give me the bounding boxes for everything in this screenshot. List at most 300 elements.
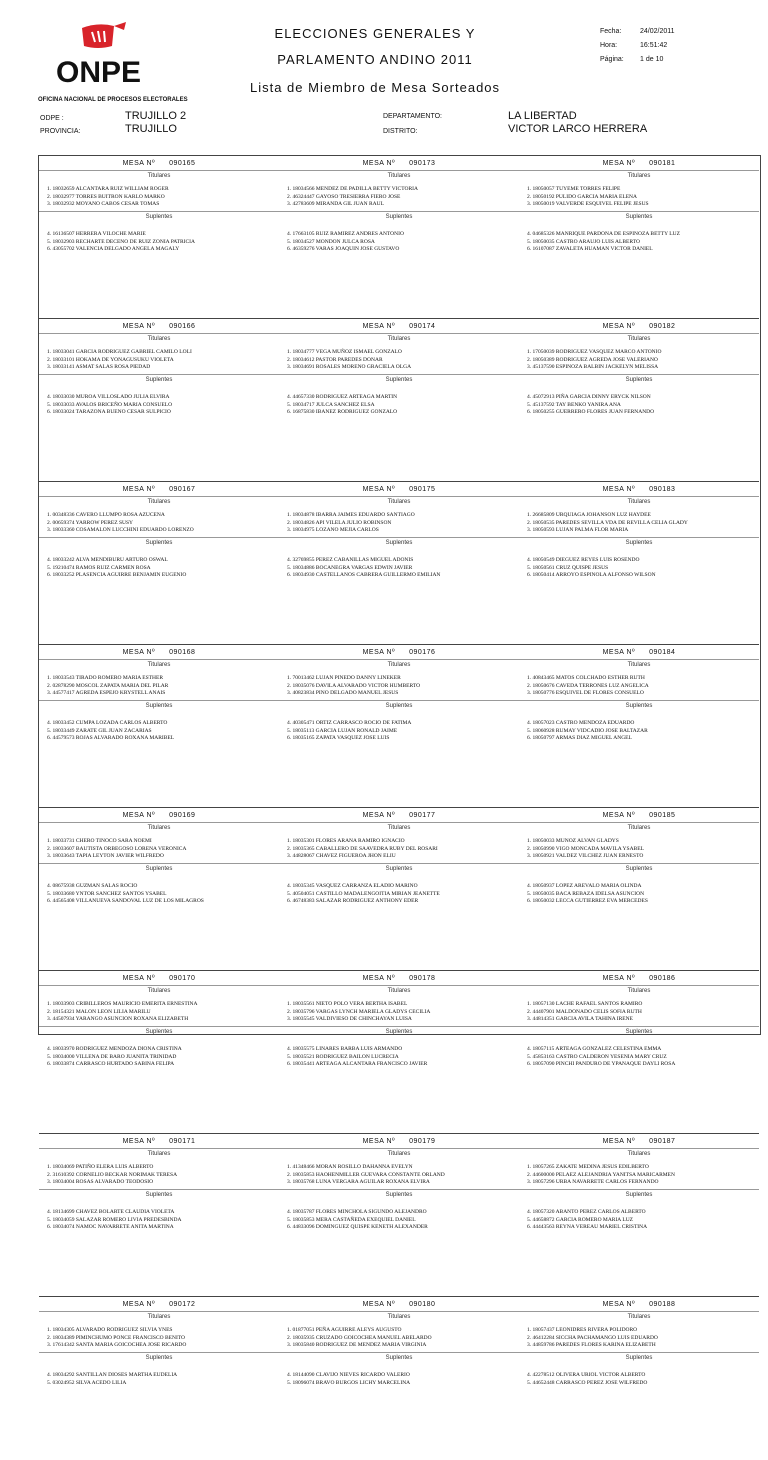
divider <box>279 985 519 986</box>
divider <box>519 863 759 864</box>
block-divider <box>39 807 279 808</box>
block-divider <box>279 807 519 808</box>
list-item: 2. 46324447 GAYOSO TRESIERRA FIERO JOSE <box>287 193 401 200</box>
list-item: 4. 18050549 DIEGUEZ REYES LUIS ROSENDO <box>527 557 640 563</box>
mesa-header <box>39 812 279 819</box>
suplentes-list <box>47 557 186 580</box>
block-divider <box>519 318 759 319</box>
titulares-label: Titulares <box>627 988 651 994</box>
suplentes-label: Suplentes <box>145 214 173 220</box>
suplentes-list <box>287 1372 410 1387</box>
mesa-block <box>279 1297 519 1460</box>
divider <box>279 1148 519 1149</box>
mesa-header <box>279 486 519 493</box>
list-item: 3. 40823834 PINO DELGADO MANUEL JESUS <box>287 690 399 696</box>
list-item: 1. 18033903 CRIBILLEROS MAURICIO EMERITA ERNESTINA <box>47 1001 198 1007</box>
list-item: 1. 18057265 ZAKATE MEDINA JESUS EDILBERTO <box>527 1164 649 1170</box>
list-item: 4. 42278512 OLIVERA URIOL VICTOR ALBERTO <box>527 1372 646 1378</box>
mesa-label: MESA Nº <box>122 486 156 493</box>
suplentes-list <box>527 1046 675 1069</box>
list-item: 6. 18033252 PLASENCIA AGUIRRE BENJAMIN EUGENIO <box>47 572 187 578</box>
list-item: 2. 18035365 CABALLERO DE SAAVEDRA RUBY DEL ROSARI <box>287 845 438 852</box>
list-item: 5. 18033449 ZARATE GIL JUAN ZACARIAS <box>47 727 152 734</box>
list-item: 5. 18060928 RUMAY VIDCADIO JOSE BALTAZAR <box>527 727 648 734</box>
report-title-line1: ELECCIONES GENERALES Y <box>274 26 476 41</box>
titulares-label: Titulares <box>387 825 411 831</box>
block-divider <box>519 481 759 482</box>
mesa-number: 090179 <box>409 1138 436 1145</box>
mesa-block <box>519 1297 759 1460</box>
suplentes-list <box>47 394 172 417</box>
mesa-block <box>39 156 279 319</box>
list-item: 2. 18034389 PIMINCHUMO PONCE FRANCISCO BENITO <box>47 1334 186 1341</box>
list-item: 6. 18050032 LECCA GUTIERREZ EVA MERCEDES <box>527 898 648 904</box>
fecha-value: 24/02/2011 <box>640 28 675 35</box>
titulares-list <box>47 838 186 861</box>
suplentes-label: Suplentes <box>385 1192 413 1198</box>
mesa-block <box>279 156 519 319</box>
mesa-header <box>39 323 279 330</box>
list-item: 4. 32769855 PEREZ CABANILLAS MIGUEL ADONIS <box>287 557 414 563</box>
suplentes-list <box>287 1209 428 1232</box>
divider <box>519 1311 759 1312</box>
list-item: 1. 18033731 CHERO TINOCO SARA NOEMI <box>47 838 152 844</box>
list-item: 2. 18034612 PASTOR PAREDES DONAR <box>287 356 383 363</box>
list-item: 4. 08675938 GUZMAN SALAS ROCIO <box>47 883 138 889</box>
divider <box>279 211 519 212</box>
suplentes-label: Suplentes <box>385 866 413 872</box>
list-item: 6. 18034930 CASTELLANOS CABRERA GUILLERMO EMILIAN <box>287 572 441 578</box>
divider <box>519 1026 759 1027</box>
titulares-list <box>47 1327 186 1350</box>
divider <box>519 374 759 375</box>
list-item: 4. 18057320 ABANTO PEREZ CARLOS ALBERTO <box>527 1209 646 1215</box>
titulares-list <box>287 675 420 698</box>
onpe-logo <box>38 20 198 110</box>
report-title-line2: PARLAMENTO ANDINO 2011 <box>277 52 473 67</box>
titulares-list <box>47 1001 198 1024</box>
list-item: 5. 18032903 RECHARTE DECENO DE RUIZ ZONIA PATRICIA <box>47 238 195 245</box>
mesa-block <box>279 971 519 1134</box>
list-item: 5. 18034527 MONDON JULCA ROSA <box>287 238 375 245</box>
mesa-block <box>279 645 519 808</box>
mesa-block <box>39 645 279 808</box>
list-item: 2. 18033607 BAUTISTA ORBEGOSO LORENA VERONICA <box>47 845 187 852</box>
titulares-label: Titulares <box>627 499 651 505</box>
divider <box>279 374 519 375</box>
divider <box>519 333 759 334</box>
mesa-header <box>279 649 519 656</box>
list-item: 1. 18035301 FLORES ARANA RAMIRO IGNACIO <box>287 838 405 844</box>
mesa-label: MESA Nº <box>122 160 156 167</box>
block-divider <box>39 481 279 482</box>
titulares-label: Titulares <box>627 1151 651 1157</box>
suplentes-list <box>47 1372 177 1387</box>
suplentes-label: Suplentes <box>625 866 653 872</box>
mesa-number: 090181 <box>649 160 676 167</box>
divider <box>39 374 279 375</box>
mesa-block <box>519 482 759 645</box>
mesa-number: 090180 <box>409 1301 436 1308</box>
list-item: 2. 18033101 HOKAMA DE YONAGUSUKU VIOLETA <box>47 356 174 363</box>
list-item: 1. 18034566 MENDEZ DE PADILLA BETTY VICTORIA <box>287 186 418 192</box>
divider <box>279 537 519 538</box>
suplentes-list <box>47 1209 181 1232</box>
distrito-value: VICTOR LARCO HERRERA <box>508 123 648 135</box>
list-item: 4. 45072913 PIÑA GARCIA DINNY ERYCK NILSON <box>527 394 651 400</box>
mesa-block <box>39 482 279 645</box>
list-item: 6. 46359276 VARAS JOAQUIN JOSE GUSTAVO <box>287 246 400 252</box>
titulares-list <box>287 1164 445 1187</box>
mesa-number: 090172 <box>169 1301 196 1308</box>
block-divider <box>279 1133 519 1134</box>
list-item: 3. 18034975 LOZANO MEJIA CARLOS <box>287 527 379 533</box>
divider <box>39 211 279 212</box>
titulares-label: Titulares <box>387 336 411 342</box>
list-item: 5. 44658872 GARCIA ROMERO MARIA LUZ <box>527 1216 634 1223</box>
list-item: 6. 44833096 DOMINGUEZ QUISPE KENETH ALEXANDER <box>287 1224 428 1230</box>
mesa-header <box>519 649 759 656</box>
mesa-header <box>279 160 519 167</box>
titulares-label: Titulares <box>147 1151 171 1157</box>
list-item: 3. 44814351 GARCIA AVILA TAHINA IRENE <box>527 1016 633 1022</box>
list-item: 6. 18050797 ARMAS DIAZ MIGUEL ANGEL <box>527 735 632 741</box>
mesa-header <box>519 812 759 819</box>
suplentes-label: Suplentes <box>625 703 653 709</box>
suplentes-label: Suplentes <box>625 1355 653 1361</box>
list-item: 6. 44443563 REYNA VEREAU MARIEL CRISTINA <box>527 1224 648 1230</box>
divider <box>279 1311 519 1312</box>
list-item: 4. 04685326 MANRIQUE PARDONA DE ESPINOZA BETTY LUZ <box>527 231 680 237</box>
list-item: 3. 44859786 PAREDES FLORES KARINA ELIZABETH <box>527 1342 656 1348</box>
suplentes-label: Suplentes <box>625 1192 653 1198</box>
list-item: 5. 45137592 TAY BENKO YANIRA ANA <box>527 401 621 408</box>
suplentes-list <box>527 883 648 906</box>
mesa-header <box>39 160 279 167</box>
mesa-label: MESA Nº <box>602 649 636 656</box>
list-item: 1. 18034305 ALVARADO RODRIGUEZ SILVIA YNES <box>47 1327 173 1333</box>
hora-value: 16:51:42 <box>640 42 668 49</box>
list-item: 3. 18033360 COSAMALON LUCCHINI EDUARDO LORENZO <box>47 527 194 533</box>
list-item: 2. 18032977 TORRES BUITRON KARLO MARKO <box>47 193 165 200</box>
mesa-block <box>519 808 759 971</box>
divider <box>39 1148 279 1149</box>
distrito-label: DISTRITO: <box>383 128 418 135</box>
divider <box>39 1189 279 1190</box>
list-item: 2. 18035853 HAOHENMILLER GUEVARA CONSTANTE ORLAND <box>287 1171 445 1178</box>
divider <box>39 496 279 497</box>
list-item: 2. 18035796 VARGAS LYNCH MARIELA GLADYS CECILIA <box>287 1008 431 1015</box>
titulares-label: Titulares <box>387 1151 411 1157</box>
mesa-number: 090175 <box>409 486 436 493</box>
suplentes-label: Suplentes <box>145 866 173 872</box>
mesa-block <box>279 482 519 645</box>
divider <box>279 333 519 334</box>
list-item: 4. 18057115 ARTEAGA GONZALEZ CELESTINA EMMA <box>527 1046 662 1052</box>
mesa-header <box>279 812 519 819</box>
list-item: 1. 18035561 NIETO POLO VERA BERTHA ISABEL <box>287 1001 408 1007</box>
list-item: 4. 18035345 VASQUEZ CARRANZA ELADIO MARINO <box>287 883 418 889</box>
divider <box>519 211 759 212</box>
list-item: 6. 43055702 VALENCIA DELGADO ANGELA MAGALY <box>47 246 180 252</box>
block-divider <box>39 318 279 319</box>
titulares-list <box>47 1164 177 1187</box>
list-item: 1. 18057437 LEONIDRES RIVERA POLIDORO <box>527 1327 638 1333</box>
list-item: 3. 18057296 URBA NAVARRETE CARLOS FERNANDO <box>527 1179 659 1185</box>
block-divider <box>279 970 519 971</box>
mesa-label: MESA Nº <box>122 1301 156 1308</box>
suplentes-label: Suplentes <box>385 214 413 220</box>
mesa-header <box>39 1301 279 1308</box>
departamento-value: LA LIBERTAD <box>508 110 577 122</box>
mesa-label: MESA Nº <box>362 160 396 167</box>
suplentes-list <box>287 1046 427 1069</box>
divider <box>279 700 519 701</box>
ballot-hand-icon <box>78 20 138 60</box>
mesa-label: MESA Nº <box>362 486 396 493</box>
list-item: 3. 18035840 RODRIGUEZ DE MENDEZ MARIA VIRGINIA <box>287 1342 427 1348</box>
divider <box>519 659 759 660</box>
list-item: 2. 18050676 CAVEDA TERRONES LUZ ANGELICA <box>527 682 649 689</box>
list-item: 3. 18050921 VALDEZ VILCHEZ JUAN ERNESTO <box>527 853 644 859</box>
mesa-label: MESA Nº <box>122 649 156 656</box>
mesa-number: 090173 <box>409 160 436 167</box>
list-item: 5. 18035521 RODRIGUEZ BAILON LUCRECIA <box>287 1053 399 1060</box>
mesa-block <box>519 971 759 1134</box>
report-meta <box>600 28 720 70</box>
mesa-number: 090184 <box>649 649 676 656</box>
mesa-number: 090167 <box>169 486 196 493</box>
suplentes-list <box>287 720 411 743</box>
hora-label: Hora: <box>600 42 618 49</box>
mesa-number: 090187 <box>649 1138 676 1145</box>
divider <box>279 659 519 660</box>
mesa-label: MESA Nº <box>362 649 396 656</box>
titulares-list <box>527 512 688 535</box>
suplentes-list <box>287 883 440 906</box>
suplentes-label: Suplentes <box>385 1029 413 1035</box>
list-item: 2. 31610392 CORNELIO BECKAR NORIMAK TERESA <box>47 1171 178 1178</box>
divider <box>39 822 279 823</box>
suplentes-list <box>527 1372 647 1387</box>
divider <box>279 822 519 823</box>
suplentes-label: Suplentes <box>145 377 173 383</box>
divider <box>519 537 759 538</box>
list-item: 5. 18050035 BACA REBAZA IDELSA ASUNCION <box>527 890 645 897</box>
list-item: 4. 44657330 RODRIGUEZ ARTEAGA MARTIN <box>287 394 398 400</box>
titulares-list <box>527 186 649 209</box>
block-divider <box>279 644 519 645</box>
list-item: 6. 18035165 ZAPATA VASQUEZ JOSE LUIS <box>287 735 390 741</box>
list-item: 2. 18050535 PAREDES SEVILLA VDA DE REVILLA CELIA GLADY <box>527 519 688 526</box>
titulares-label: Titulares <box>627 336 651 342</box>
divider <box>279 1026 519 1027</box>
mesa-header <box>519 323 759 330</box>
suplentes-label: Suplentes <box>145 1192 173 1198</box>
suplentes-label: Suplentes <box>385 703 413 709</box>
mesa-header <box>519 160 759 167</box>
block-divider <box>279 1296 519 1297</box>
mesa-block <box>519 156 759 319</box>
odpe-label: ODPE : <box>40 115 64 122</box>
suplentes-list <box>527 1209 647 1232</box>
list-item: 4. 18035575 LINARES BARBA LUIS ARMANDO <box>287 1046 403 1052</box>
divider <box>519 170 759 171</box>
list-item: 5. 18096074 BRAVO BURGOS LICHY MARCELINA <box>287 1379 411 1386</box>
list-item: 1. 18033543 TIRADO ROMERO MARIA ESTHER <box>47 675 164 681</box>
mesa-label: MESA Nº <box>362 323 396 330</box>
mesa-header <box>519 486 759 493</box>
mesa-header <box>39 649 279 656</box>
list-item: 6. 18034074 NAMOC NAVARRETE ANITA MARTINA <box>47 1224 174 1230</box>
mesa-number: 090174 <box>409 323 436 330</box>
titulares-list <box>47 512 194 535</box>
titulares-label: Titulares <box>387 1314 411 1320</box>
mesa-header <box>519 1138 759 1145</box>
titulares-list <box>287 512 415 535</box>
titulares-list <box>287 186 418 209</box>
divider <box>39 537 279 538</box>
list-item: 5. 18033033 AVALOS BRICEÑO MARIA CONSUELO <box>47 401 173 408</box>
suplentes-list <box>527 394 654 417</box>
list-item: 2. 44600000 PELAEZ ALEJANDRIA YANITSA MARICARMEN <box>527 1171 675 1178</box>
list-item: 5. 40504051 CASTILLO MADALENGOITIA MIRIAN JEANETTE <box>287 890 440 897</box>
report-subtitle: Lista de Miembro de Mesa Sorteados <box>249 80 501 95</box>
list-item: 5. 18033680 YNTOR SANCHEZ SANTOS YSABEL <box>47 890 167 897</box>
list-item: 3. 44577417 AGREDA ESPEJO KRYSTELL ANAIS <box>47 690 166 696</box>
list-item: 1. 18034069 PATIÑO ELERA LUIS ALBERTO <box>47 1164 154 1170</box>
divider <box>519 700 759 701</box>
list-item: 4. 18144090 CLAVIJO NIEVES RICARDO VALERIO <box>287 1372 410 1378</box>
divider <box>519 1189 759 1190</box>
list-item: 4. 18033970 RODRIGUEZ MENDOZA DIONA CRISTINA <box>47 1046 182 1052</box>
list-item: 6. 44579573 ROJAS ALVARADO ROXANA MARIBEL <box>47 735 175 741</box>
list-item: 5. 19210474 RAMOS RUIZ CARMEN ROSA <box>47 564 151 571</box>
titulares-label: Titulares <box>387 988 411 994</box>
list-item: 2. 00659374 YARROW PEREZ SUSY <box>47 519 134 526</box>
divider <box>39 985 279 986</box>
departamento-label: DEPARTAMENTO: <box>383 113 442 120</box>
titulares-list <box>47 186 169 209</box>
titulares-list <box>287 349 411 372</box>
block-divider <box>519 807 759 808</box>
list-item: 6. 18033024 TARAZONA BUENO CESAR SULPICIO <box>47 409 171 415</box>
list-item: 3. 18035545 VALDIVIESO DE CHINCHAYAN LUISA <box>287 1016 412 1022</box>
suplentes-list <box>527 720 648 743</box>
list-item: 3. 45137590 ESPINOZA BALBIN JACKELYN MELISSA <box>527 364 659 370</box>
mesa-number: 090178 <box>409 975 436 982</box>
titulares-label: Titulares <box>147 825 171 831</box>
divider <box>39 863 279 864</box>
titulares-label: Titulares <box>387 662 411 668</box>
list-item: 2. 18035935 CRUZADO GOICOCHEA MANUEL ABELARDO <box>287 1334 432 1341</box>
block-divider <box>519 970 759 971</box>
mesa-block <box>519 645 759 808</box>
titulares-list <box>527 349 661 372</box>
list-item: 4. 18057023 CASTRO MENDOZA EDUARDO <box>527 720 635 726</box>
suplentes-label: Suplentes <box>625 1029 653 1035</box>
list-item: 1. 18050057 TUYEME TORRES FELIPE <box>527 186 621 192</box>
list-item: 2. 18050990 VIGO MONCADA MAVILA YSABEL <box>527 845 644 852</box>
titulares-list <box>527 838 644 861</box>
divider <box>519 1148 759 1149</box>
mesa-header <box>279 975 519 982</box>
mesa-number: 090185 <box>649 812 676 819</box>
mesa-label: MESA Nº <box>602 160 636 167</box>
list-item: 6. 18035441 ARTEAGA ALCANTARA FRANCISCO JAVIER <box>287 1061 428 1067</box>
titulares-list <box>47 675 168 698</box>
mesa-label: MESA Nº <box>602 486 636 493</box>
divider <box>279 1189 519 1190</box>
titulares-list <box>527 675 649 698</box>
block-divider <box>39 970 279 971</box>
mesa-label: MESA Nº <box>362 975 396 982</box>
suplentes-list <box>47 883 204 906</box>
mesa-number: 090176 <box>409 649 436 656</box>
mesa-header <box>279 1138 519 1145</box>
list-item: 1. 26685809 URQUIAGA JOHANSON LUZ HAYDEE <box>527 512 651 518</box>
mesa-label: MESA Nº <box>122 812 156 819</box>
logo-wordmark: ONPE <box>56 56 142 89</box>
list-item: 6. 16107087 ZAVALETA HUAMAN VICTOR DANIEL <box>527 246 653 252</box>
mesa-header <box>279 1301 519 1308</box>
block-divider <box>39 644 279 645</box>
list-item: 3. 18034691 ROSALES MORENO GRACIELA OLGA <box>287 364 412 370</box>
list-item: 1. 18057130 LACHE RAFAEL SANTOS RAMIRO <box>527 1001 643 1007</box>
titulares-label: Titulares <box>147 499 171 505</box>
list-item: 3. 44828067 CHAVEZ FIGUEROA JHON ELIU <box>287 853 396 859</box>
mesa-block <box>39 1297 279 1460</box>
list-item: 1. 17050039 RODRIGUEZ VASQUEZ MARCO ANTONIO <box>527 349 662 355</box>
mesa-block <box>519 319 759 482</box>
list-item: 6. 46748383 SALAZAR RODRIGUEZ ANTHONY EDER <box>287 898 419 904</box>
mesa-header <box>39 486 279 493</box>
list-item: 2. 18035076 DAVILA ALVARADO VICTOR HUMBERTO <box>287 682 421 689</box>
mesa-block <box>279 1134 519 1297</box>
titulares-label: Titulares <box>147 1314 171 1320</box>
mesa-number: 090171 <box>169 1138 196 1145</box>
list-item: 1. 41348466 MORAN ROSILLO DAHANNA EVELYN <box>287 1164 413 1170</box>
titulares-label: Titulares <box>387 173 411 179</box>
list-item: 5. 18034059 SALAZAR ROMERO LIVIA PREDESBINDA <box>47 1216 182 1223</box>
titulares-list <box>287 1327 432 1350</box>
mesa-label: MESA Nº <box>122 1138 156 1145</box>
block-divider <box>39 1133 279 1134</box>
list-item: 3. 18033141 ASMAT SALAS ROSA PIEDAD <box>47 364 151 370</box>
suplentes-list <box>527 231 680 254</box>
odpe-value: TRUJILLO 2 <box>125 110 187 122</box>
divider <box>39 700 279 701</box>
list-item: 5. 18034717 JULCA SANCHEZ ELSA <box>287 401 375 408</box>
mesa-table <box>38 155 761 1386</box>
titulares-label: Titulares <box>147 173 171 179</box>
mesa-header <box>519 975 759 982</box>
list-item: 3. 18050776 ESQUIVEL DE FLORES CONSUELO <box>527 690 644 696</box>
list-item: 4. 18050937 LOPEZ AREVALO MARIA OLINDA <box>527 883 642 889</box>
list-item: 5. 18035853 MERA CASTAÑEDA EXEQUIEL DANIEL <box>287 1216 416 1223</box>
list-item: 2. 18034826 API VILELA JULIO ROBINSON <box>287 519 392 526</box>
mesa-number: 090182 <box>649 323 676 330</box>
list-item: 4. 18033452 CUMPA LOZADA CARLOS ALBERTO <box>47 720 168 726</box>
suplentes-list <box>47 1046 182 1069</box>
mesa-block <box>279 808 519 971</box>
list-item: 3. 18050593 LUJAN PALMA FLOR MARIA <box>527 527 629 533</box>
mesa-header <box>279 323 519 330</box>
list-item: 4. 18033242 ALVA MENDIBURU ARTURO OSWAL <box>47 557 168 563</box>
mesa-number: 090165 <box>169 160 196 167</box>
divider <box>39 1311 279 1312</box>
list-item: 6. 18033874 CARRASCO HURTADO SABINA FELIPA <box>47 1061 175 1067</box>
